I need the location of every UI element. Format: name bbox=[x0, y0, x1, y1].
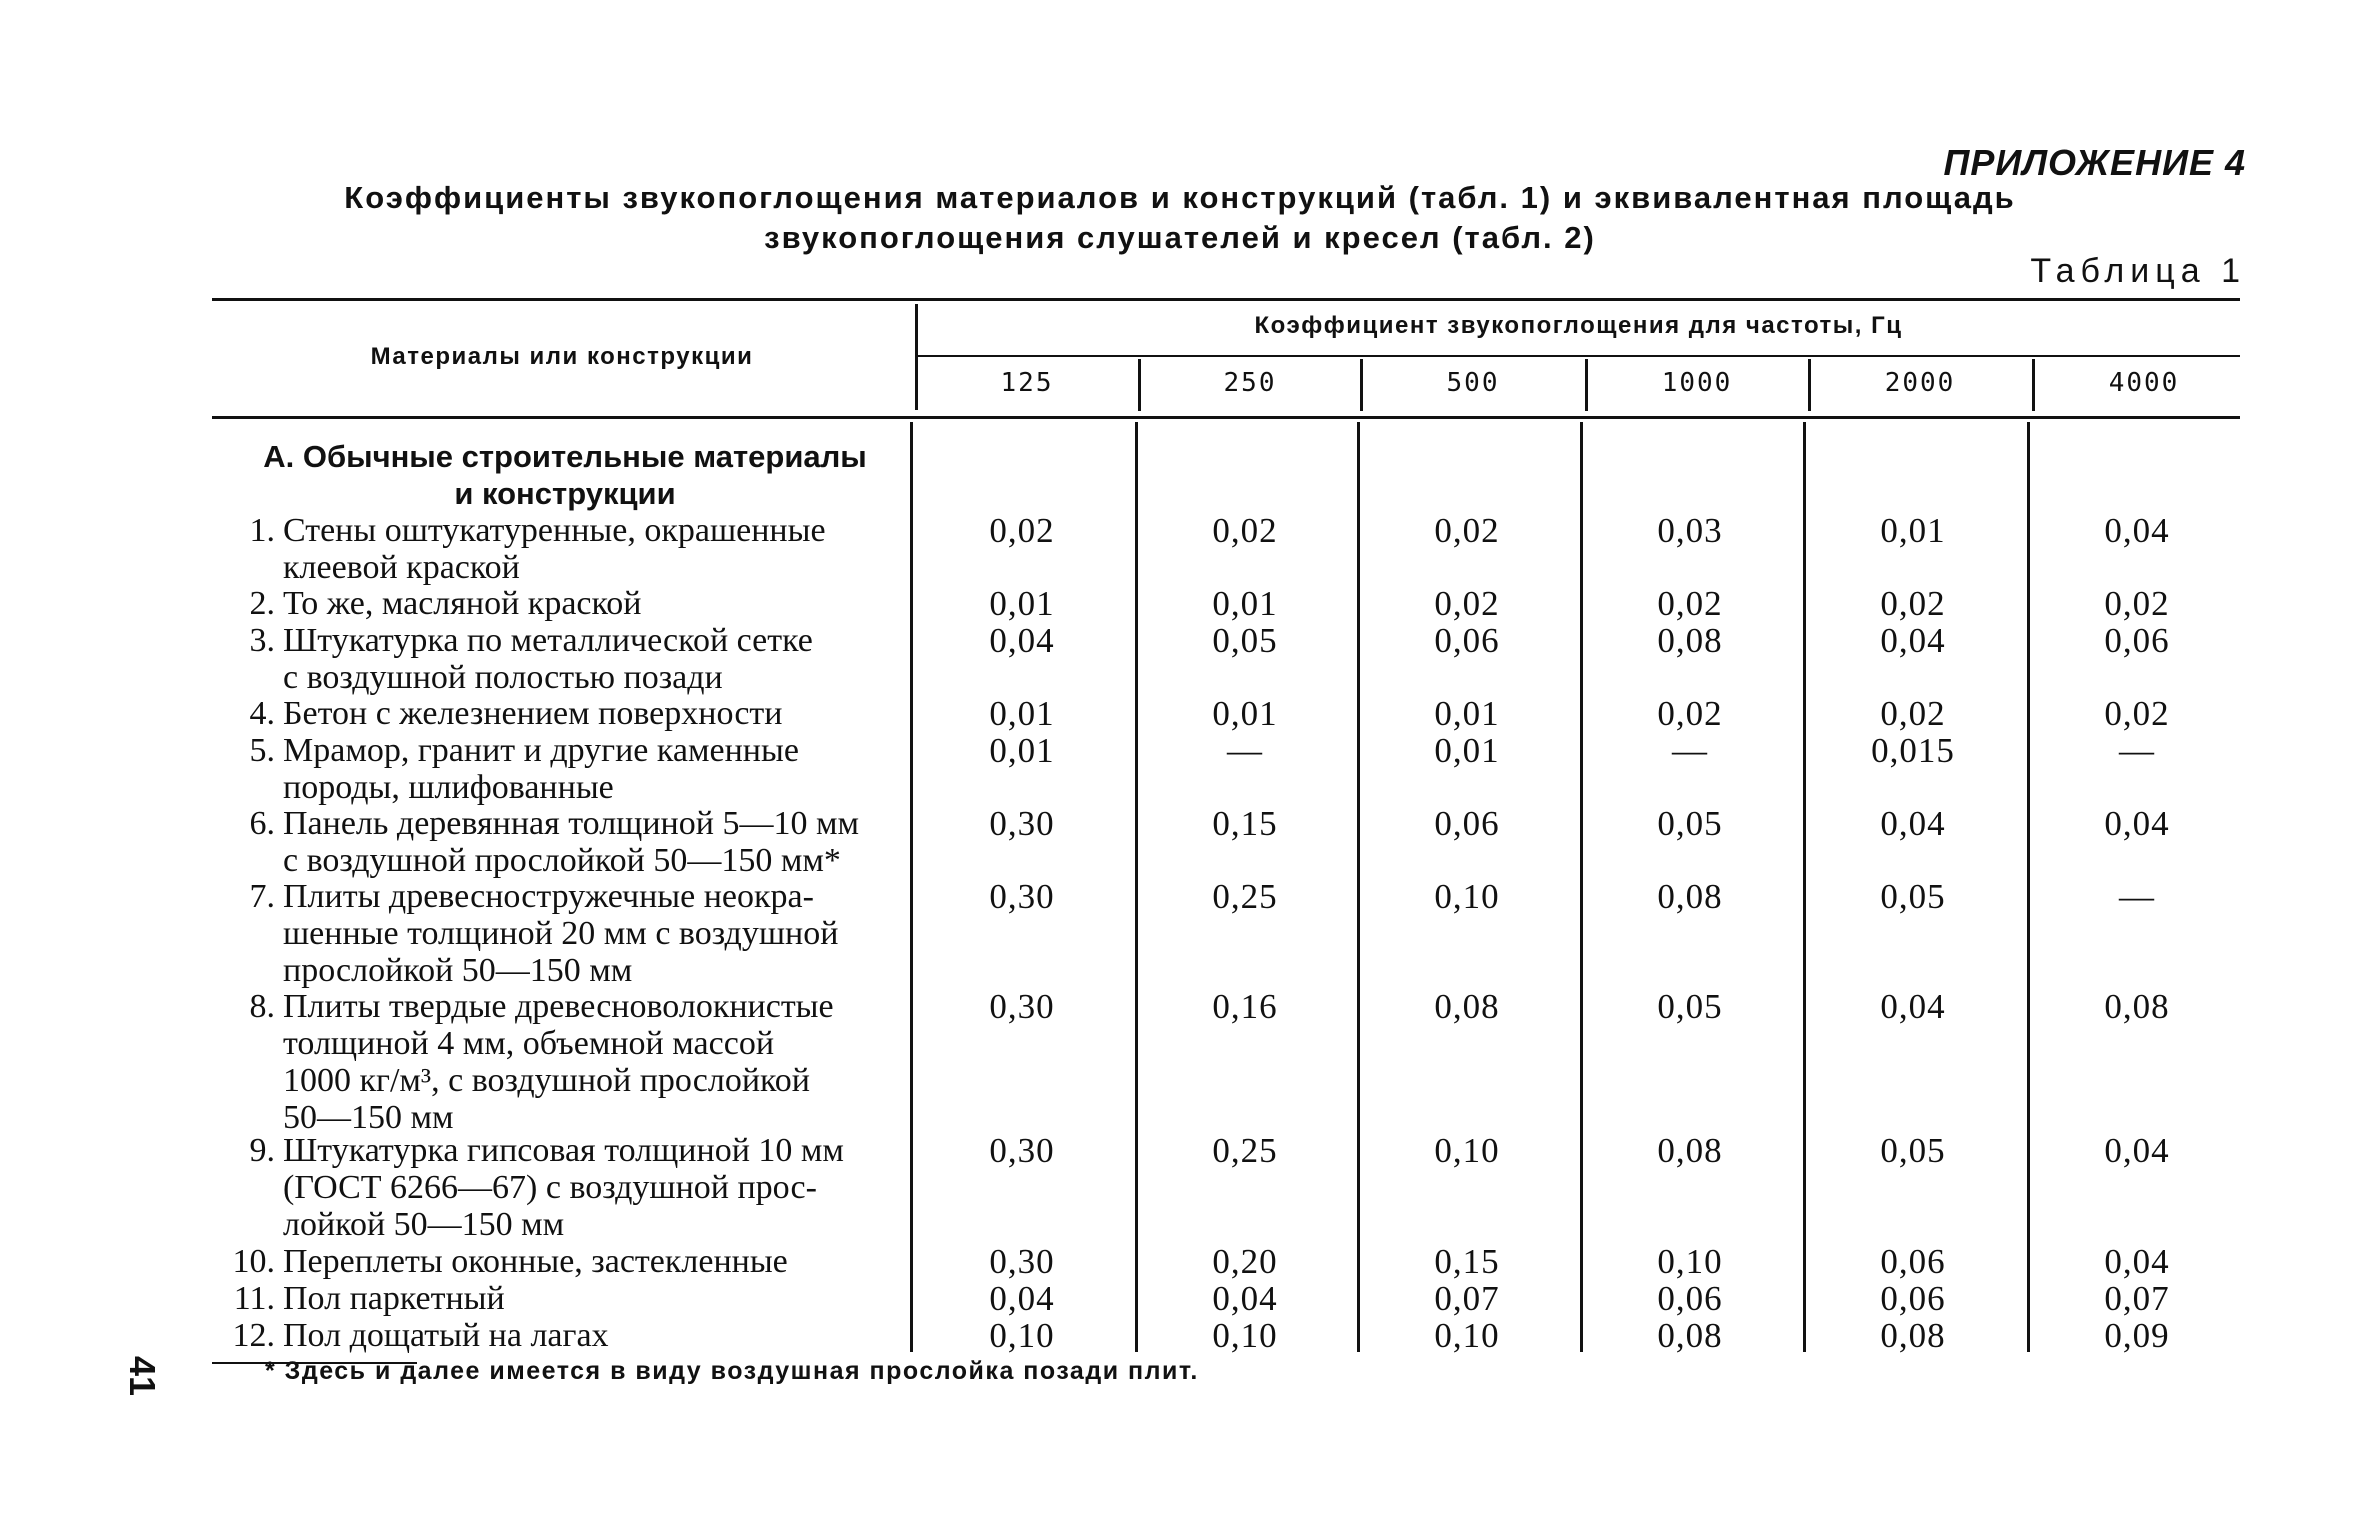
header-sub-rule bbox=[917, 355, 2240, 357]
coefficient-cell: 0,07 bbox=[1434, 1279, 1500, 1318]
coefficient-cell: 0,04 bbox=[1212, 1279, 1278, 1318]
frequency-header-2000: 2000 bbox=[1884, 368, 1956, 398]
page-number: 41 bbox=[122, 1355, 164, 1397]
material-name bbox=[283, 1132, 898, 1243]
coefficient-cell: 0,01 bbox=[1212, 694, 1278, 733]
coefficient-cell: 0,04 bbox=[2104, 1242, 2170, 1281]
coefficient-cell: 0,04 bbox=[1880, 804, 1946, 843]
material-line: шенные толщиной 20 мм с воздушной bbox=[283, 915, 839, 952]
coefficient-cell: 0,05 bbox=[1657, 804, 1723, 843]
materials-column-header: Материалы или конструкции bbox=[370, 343, 754, 370]
coefficient-cell: 0,01 bbox=[989, 694, 1055, 733]
coefficient-cell: 0,30 bbox=[989, 987, 1055, 1026]
coefficient-cell: 0,04 bbox=[989, 1279, 1055, 1318]
coefficient-cell: 0,10 bbox=[989, 1316, 1055, 1355]
material-line: лойкой 50—150 мм bbox=[283, 1206, 565, 1243]
row-number: 5. bbox=[249, 732, 275, 769]
coefficient-cell: 0,30 bbox=[989, 1242, 1055, 1281]
coefficient-cell: 0,04 bbox=[2104, 804, 2170, 843]
material-line: Пол дощатый на лагах bbox=[283, 1317, 609, 1354]
coefficient-cell: 0,10 bbox=[1434, 1316, 1500, 1355]
coefficient-cell: 0,02 bbox=[1880, 694, 1946, 733]
coefficient-cell: 0,02 bbox=[1434, 511, 1500, 550]
coefficient-cell: 0,09 bbox=[2104, 1316, 2170, 1355]
frequency-header-4000: 4000 bbox=[2108, 368, 2180, 398]
row-number: 3. bbox=[249, 622, 275, 659]
material-name bbox=[283, 805, 898, 879]
coefficient-cell: 0,08 bbox=[1657, 621, 1723, 660]
coefficient-cell: 0,08 bbox=[1657, 1131, 1723, 1170]
header-bottom-rule bbox=[212, 416, 2240, 419]
coefficient-cell: 0,01 bbox=[989, 731, 1055, 770]
document-title bbox=[300, 178, 2060, 258]
coefficient-cell: 0,01 bbox=[1880, 511, 1946, 550]
coefficient-cell: 0,05 bbox=[1880, 877, 1946, 916]
material-line: То же, масляной краской bbox=[283, 585, 642, 622]
coefficient-cell: 0,20 bbox=[1212, 1242, 1278, 1281]
material-name bbox=[283, 1243, 898, 1280]
material-name bbox=[283, 1280, 898, 1317]
frequency-header-1000: 1000 bbox=[1661, 368, 1733, 398]
material-line: с воздушной полостью позади bbox=[283, 659, 723, 696]
material-line: 1000 кг/м³, с воздушной прослойкой bbox=[283, 1062, 810, 1099]
coefficient-cell: 0,05 bbox=[1657, 987, 1723, 1026]
material-name bbox=[283, 1317, 898, 1354]
coefficient-cell: 0,10 bbox=[1434, 1131, 1500, 1170]
row-number: 11. bbox=[233, 1280, 275, 1317]
coefficient-cell: 0,06 bbox=[1657, 1279, 1723, 1318]
material-line: Пол паркетный bbox=[283, 1280, 505, 1317]
coefficient-cell: 0,06 bbox=[2104, 621, 2170, 660]
coefficient-cell: 0,08 bbox=[1880, 1316, 1946, 1355]
coefficient-cell: 0,02 bbox=[1212, 511, 1278, 550]
title-line-1: Коэффициенты звукопоглощения материалов и конструкций (табл. 1) и эквивалентная площадь bbox=[344, 180, 2016, 215]
material-line: с воздушной прослойкой 50—150 мм* bbox=[283, 842, 841, 879]
coefficient-cell: 0,30 bbox=[989, 1131, 1055, 1170]
material-line: 50—150 мм bbox=[283, 1099, 454, 1136]
coefficient-cell: 0,06 bbox=[1434, 804, 1500, 843]
coefficient-cell: 0,02 bbox=[989, 511, 1055, 550]
row-number: 12. bbox=[232, 1317, 275, 1354]
coefficient-cell: 0,01 bbox=[1212, 584, 1278, 623]
section-heading bbox=[200, 438, 930, 512]
material-line: Стены оштукатуренные, окрашенные bbox=[283, 512, 826, 549]
material-line: прослойкой 50—150 мм bbox=[283, 952, 633, 989]
material-line: Штукатурка гипсовая толщиной 10 мм bbox=[283, 1132, 844, 1169]
row-number: 4. bbox=[249, 695, 275, 732]
title-line-2: звукопоглощения слушателей и кресел (табл. 2) bbox=[764, 220, 1596, 255]
coefficient-cell: 0,02 bbox=[1880, 584, 1946, 623]
material-line: толщиной 4 мм, объемной массой bbox=[283, 1025, 775, 1062]
material-line: клеевой краской bbox=[283, 549, 520, 586]
table-label: Таблица 1 bbox=[2030, 252, 2246, 290]
material-line: породы, шлифованные bbox=[283, 769, 614, 806]
coefficient-cell: 0,06 bbox=[1880, 1279, 1946, 1318]
coefficient-cell: 0,08 bbox=[1434, 987, 1500, 1026]
material-line: (ГОСТ 6266—67) с воздушной прос- bbox=[283, 1169, 817, 1206]
coefficient-cell: 0,02 bbox=[1657, 584, 1723, 623]
coefficient-cell: 0,01 bbox=[1434, 694, 1500, 733]
section-heading-line-1: А. Обычные строительные материалы bbox=[263, 439, 867, 474]
coefficient-cell: 0,02 bbox=[1434, 584, 1500, 623]
footnote: * Здесь и далее имеется в виду воздушная прослойка позади плит. bbox=[265, 1357, 1199, 1385]
material-line: Переплеты оконные, застекленные bbox=[283, 1243, 788, 1280]
appendix-label: ПРИЛОЖЕНИЕ 4 bbox=[1943, 142, 2246, 183]
coefficient-cell: — bbox=[1227, 731, 1263, 770]
row-number: 10. bbox=[232, 1243, 275, 1280]
row-number: 9. bbox=[249, 1132, 275, 1169]
coefficient-cell: 0,03 bbox=[1657, 511, 1723, 550]
coefficient-cell: 0,04 bbox=[2104, 511, 2170, 550]
row-number: 1. bbox=[249, 512, 275, 549]
coefficient-cell: 0,02 bbox=[2104, 694, 2170, 733]
coefficient-cell: — bbox=[2119, 877, 2155, 916]
coefficient-cell: 0,04 bbox=[1880, 621, 1946, 660]
coefficient-cell: 0,25 bbox=[1212, 877, 1278, 916]
coefficient-cell: 0,15 bbox=[1212, 804, 1278, 843]
coefficient-cell: 0,15 bbox=[1434, 1242, 1500, 1281]
coefficient-cell: 0,02 bbox=[2104, 584, 2170, 623]
coefficient-cell: 0,07 bbox=[2104, 1279, 2170, 1318]
row-number: 7. bbox=[249, 878, 275, 915]
table-top-rule bbox=[212, 298, 2240, 301]
coefficient-cell: 0,05 bbox=[1212, 621, 1278, 660]
coefficient-cell: 0,08 bbox=[1657, 1316, 1723, 1355]
coefficient-cell: 0,01 bbox=[989, 584, 1055, 623]
material-line: Штукатурка по металлической сетке bbox=[283, 622, 813, 659]
coefficient-cell: 0,10 bbox=[1657, 1242, 1723, 1281]
material-name bbox=[283, 695, 898, 732]
frequency-header-500: 500 bbox=[1446, 368, 1500, 398]
material-name bbox=[283, 512, 898, 586]
material-line: Плиты твердые древесноволокнистые bbox=[283, 988, 834, 1025]
coefficient-cell: 0,30 bbox=[989, 877, 1055, 916]
row-number: 6. bbox=[249, 805, 275, 842]
row-number: 2. bbox=[249, 585, 275, 622]
coefficient-column-header: Коэффициент звукопоглощения для частоты, Гц bbox=[1254, 312, 1903, 339]
frequency-header-125: 125 bbox=[1000, 368, 1054, 398]
material-line: Бетон с железнением поверхности bbox=[283, 695, 783, 732]
coefficient-cell: 0,05 bbox=[1880, 1131, 1946, 1170]
coefficient-cell: 0,02 bbox=[1657, 694, 1723, 733]
coefficient-cell: 0,06 bbox=[1434, 621, 1500, 660]
coefficient-cell: 0,25 bbox=[1212, 1131, 1278, 1170]
coefficient-cell: 0,10 bbox=[1434, 877, 1500, 916]
material-line: Панель деревянная толщиной 5—10 мм bbox=[283, 805, 859, 842]
coefficient-cell: 0,04 bbox=[2104, 1131, 2170, 1170]
frequency-header-250: 250 bbox=[1223, 368, 1277, 398]
coefficient-cell: 0,04 bbox=[989, 621, 1055, 660]
coefficient-cell: 0,30 bbox=[989, 804, 1055, 843]
coefficient-cell: — bbox=[1672, 731, 1708, 770]
section-heading-line-2: и конструкции bbox=[454, 476, 676, 511]
material-line: Плиты древесностружечные неокра- bbox=[283, 878, 814, 915]
coefficient-cell: 0,01 bbox=[1434, 731, 1500, 770]
coefficient-cell: 0,10 bbox=[1212, 1316, 1278, 1355]
material-name bbox=[283, 622, 898, 696]
coefficient-cell: 0,015 bbox=[1871, 731, 1955, 770]
row-number: 8. bbox=[249, 988, 275, 1025]
material-line: Мрамор, гранит и другие каменные bbox=[283, 732, 799, 769]
material-name bbox=[283, 878, 898, 989]
material-name bbox=[283, 988, 898, 1136]
material-name bbox=[283, 585, 898, 622]
material-name bbox=[283, 732, 898, 806]
coefficient-cell: — bbox=[2119, 731, 2155, 770]
coefficient-cell: 0,04 bbox=[1880, 987, 1946, 1026]
coefficient-cell: 0,06 bbox=[1880, 1242, 1946, 1281]
coefficient-cell: 0,08 bbox=[1657, 877, 1723, 916]
coefficient-cell: 0,16 bbox=[1212, 987, 1278, 1026]
coefficient-cell: 0,08 bbox=[2104, 987, 2170, 1026]
